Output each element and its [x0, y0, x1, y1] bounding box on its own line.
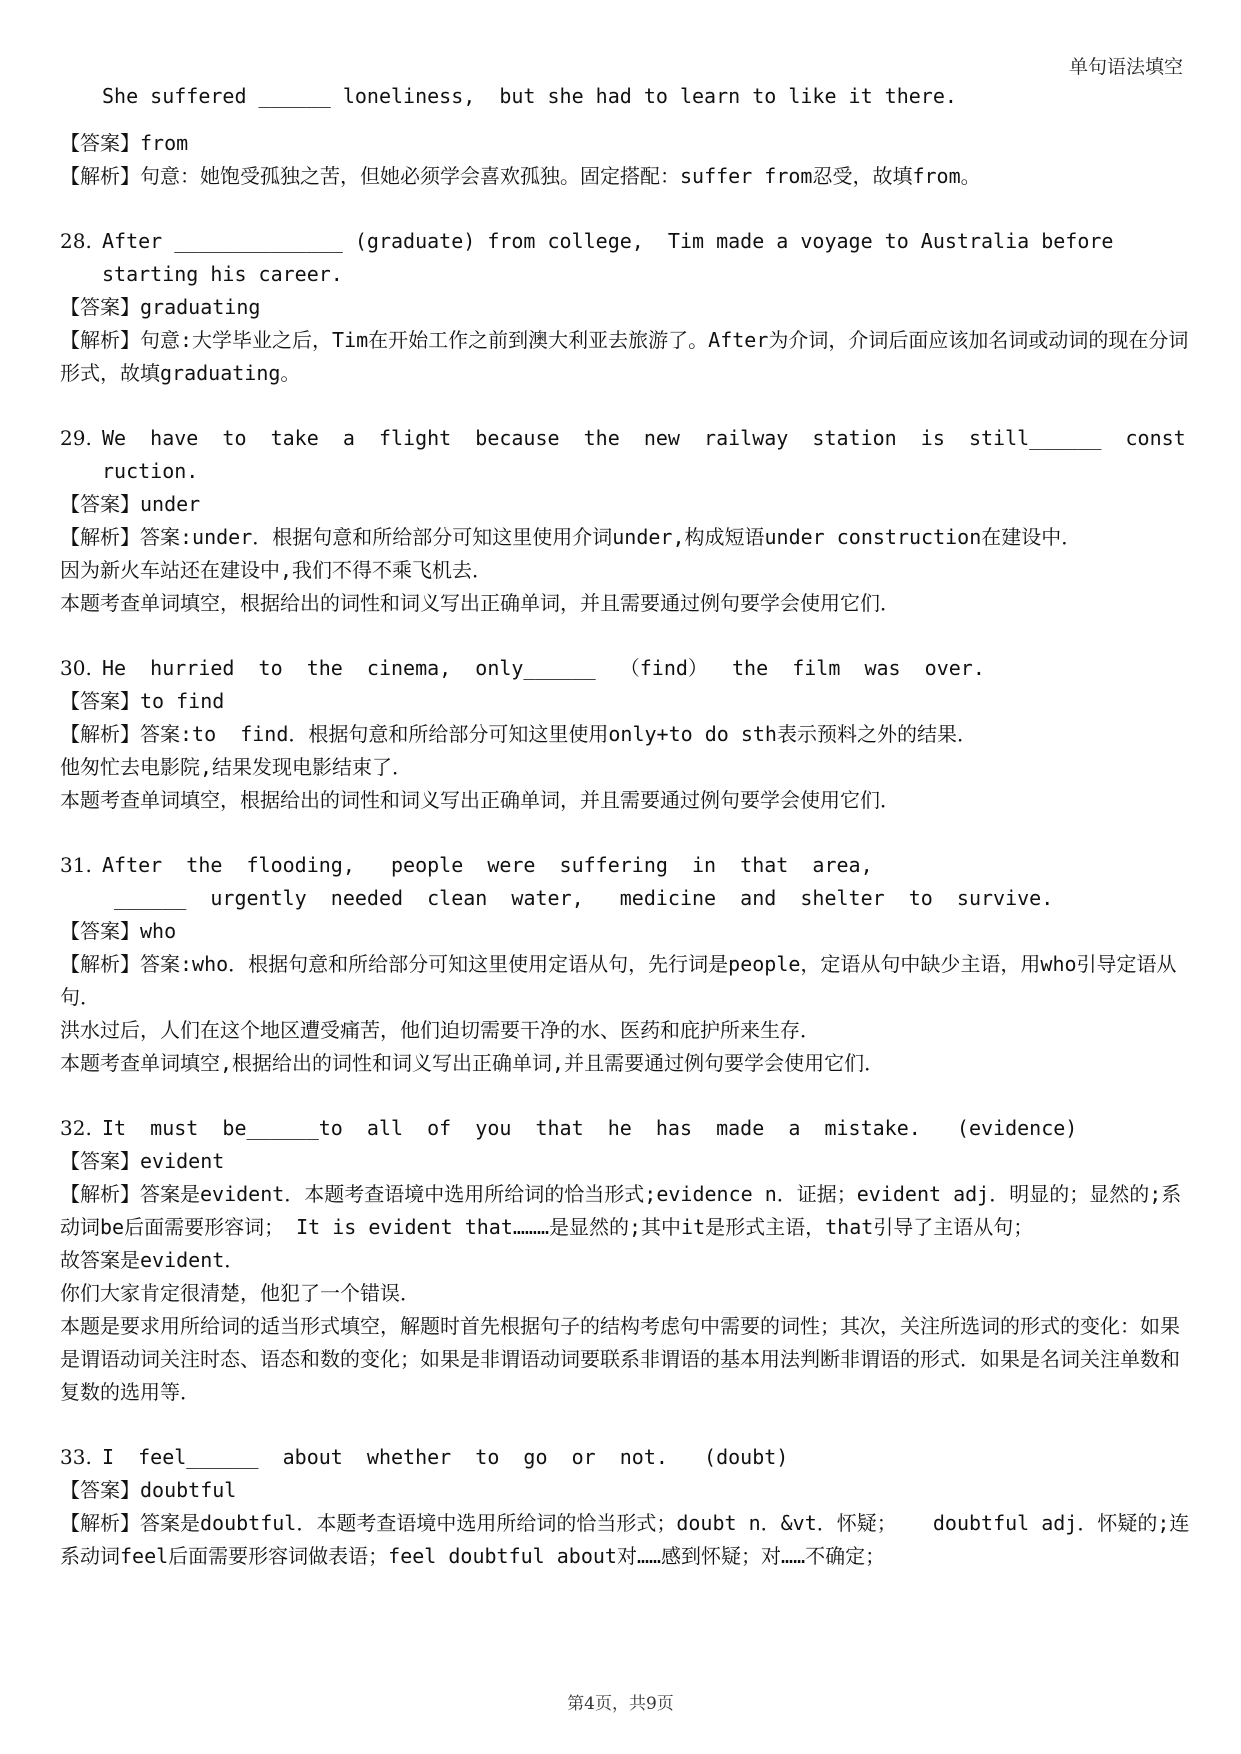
translation-line: 他匆忙去电影院,结果发现电影结束了． [60, 755, 413, 779]
intro-item [60, 80, 1196, 193]
comment-line: 本题考查单词填空，根据给出的词性和词义写出正确单词，并且需要通过例句要学会使用它们． [60, 591, 900, 615]
comment-line: 本题考查单词填空，根据给出的词性和词义写出正确单词，并且需要通过例句要学会使用它们． [60, 788, 900, 812]
intro-analysis: 【解析】句意：她饱受孤独之苦，但她必须学会喜欢孤独。固定搭配：suffer from忍受，故填from。 [60, 164, 981, 188]
analysis-line: 【解析】答案:under．根据句意和所给部分可知这里使用介词under,构成短语under construction在建设中． [60, 525, 1082, 549]
question-text: It must be______to all of you that he has made a mistake. (evidence) [102, 1116, 1078, 1140]
question-number: 30. [60, 656, 92, 680]
page-header-title: 单句语法填空 [1068, 56, 1183, 78]
intro-sentence: She suffered ______ loneliness, but she had to learn to like it there. [102, 84, 957, 108]
question-text-cont: starting his career. [102, 262, 343, 286]
analysis-line: 【解析】句意:大学毕业之后，Tim在开始工作之前到澳大利亚去旅游了。After为介词，介词后面应该加名词或动词的现在分词形式，故填graduating。 [60, 328, 1189, 385]
page-footer-number: 第4页，共9页 [567, 1694, 674, 1714]
question-29 [60, 422, 1196, 620]
question-text: He hurried to the cinema, only______ （find） the film was over. [102, 656, 985, 680]
analysis-line: 【解析】答案是evident．本题考查语境中选用所给词的恰当形式;evidence n．证据；evident adj．明显的；显然的;系动词be后面需要形容词； It is evident that………是显然的;其中it是形式主语，that引导了主语从句； [60, 1182, 1182, 1239]
question-text-cont: ruction. [102, 459, 199, 483]
question-text-cont: ______ urgently needed clean water, medicine and shelter to survive. [102, 886, 1054, 910]
question-number: 31. [60, 853, 92, 877]
intro-answer: 【答案】from [60, 131, 189, 155]
analysis-line: 【解析】答案:to find．根据句意和所给部分可知这里使用only+to do sth表示预料之外的结果． [60, 722, 977, 746]
answer-line: 【答案】who [60, 919, 177, 943]
question-number: 33. [60, 1445, 92, 1469]
question-text: After ______________ (graduate) from college, Tim made a voyage to Australia before [102, 229, 1114, 253]
document-body [60, 80, 1196, 1605]
answer-line: 【答案】graduating [60, 295, 261, 319]
analysis-line: 【解析】答案是doubtful．本题考查语境中选用所给词的恰当形式；doubt n．&vt．怀疑； doubtful adj．怀疑的;连系动词feel后面需要形容词做表语；feel doubtful about对……感到怀疑；对……不确定； [60, 1511, 1190, 1568]
translation-line: 你们大家肯定很清楚，他犯了一个错误． [60, 1281, 420, 1305]
question-number: 32. [60, 1116, 92, 1140]
question-text: I feel______ about whether to go or not. (doubt) [102, 1445, 789, 1469]
question-32 [60, 1112, 1196, 1409]
question-number: 28. [60, 229, 92, 253]
question-33 [60, 1441, 1196, 1573]
question-31 [60, 849, 1196, 1080]
answer-line: 【答案】evident [60, 1149, 225, 1173]
answer-line: 【答案】under [60, 492, 201, 516]
conclusion-line: 故答案是evident． [60, 1248, 245, 1272]
question-text: After the flooding, people were suffering in that area, [102, 853, 873, 877]
comment-line: 本题考查单词填空,根据给出的词性和词义写出正确单词,并且需要通过例句要学会使用它们． [60, 1051, 885, 1075]
translation-line: 洪水过后，人们在这个地区遭受痛苦，他们迫切需要干净的水、医药和庇护所来生存． [60, 1018, 820, 1042]
answer-line: 【答案】to find [60, 689, 225, 713]
question-text: We have to take a flight because the new railway station is still______ const [102, 426, 1186, 450]
comment-line: 本题是要求用所给词的适当形式填空，解题时首先根据句子的结构考虑句中需要的词性；其次，关注所选词的形式的变化：如果是谓语动词关注时态、语态和数的变化；如果是非谓语动词要联系非谓语的基本用法判断非谓语的形式．如果是名词关注单数和复数的选用等． [60, 1314, 1180, 1404]
analysis-line: 【解析】答案:who．根据句意和所给部分可知这里使用定语从句，先行词是people，定语从句中缺少主语，用who引导定语从句． [60, 952, 1177, 1009]
answer-line: 【答案】doubtful [60, 1478, 237, 1502]
question-number: 29. [60, 426, 92, 450]
translation-line: 因为新火车站还在建设中,我们不得不乘飞机去． [60, 558, 493, 582]
question-30 [60, 652, 1196, 817]
question-28 [60, 225, 1196, 390]
